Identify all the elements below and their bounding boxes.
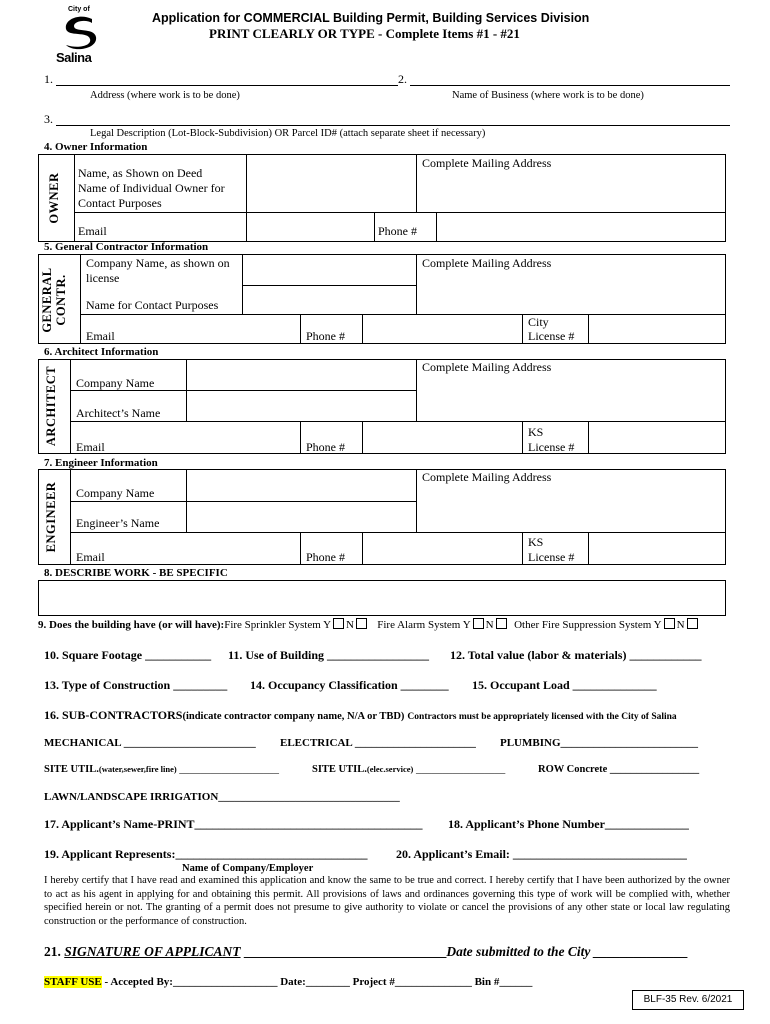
site-util-water-detail: (water,sewer,fire line) (98, 764, 177, 774)
architect-license-label-1: KS (528, 425, 544, 439)
form-revision-badge (632, 990, 744, 1010)
logo-city-of: City of (68, 6, 90, 13)
site-util-water-label: SITE UTIL. (44, 764, 99, 775)
gc-mailing-label: Complete Mailing Address (422, 256, 552, 270)
owner-mailing-field[interactable] (418, 172, 724, 210)
site-util-water-field[interactable] (44, 764, 279, 775)
owner-name-deed-label: Name, as Shown on Deed (78, 166, 203, 180)
item21-number: 21. (44, 944, 61, 959)
company-employer-caption: Name of Company/Employer (182, 863, 314, 874)
subcontractors-heading (44, 708, 677, 723)
gc-mailing-field[interactable] (418, 272, 724, 312)
occupant-load-field[interactable]: 15. Occupant Load ______________ (472, 678, 657, 692)
engineer-heading: 7. Engineer Information (44, 457, 158, 469)
city-logo (56, 6, 110, 64)
gc-heading: 5. General Contractor Information (44, 241, 209, 253)
gc-license-label-2: License # (528, 329, 575, 343)
signature-row[interactable] (44, 944, 688, 960)
owner-email-field[interactable] (248, 214, 372, 240)
subcontractors-note: Contractors must be appropriately licensed with the City of Salina (407, 712, 677, 722)
logo-salina: Salina (56, 50, 92, 65)
form-subtitle: PRINT CLEARLY OR TYPE - Complete Items #1 - #21 (209, 26, 520, 41)
fire-alarm-label: Fire Alarm System Y (377, 619, 471, 631)
gc-company-label: Company Name, as shown on license (86, 256, 230, 285)
gc-side-label-1: GENERAL (40, 267, 54, 333)
certification-text: I hereby certify that I have read and examined this application and know the same to be true and correct. I hereby certify that I have been authorized by the owner to act as his agent in applying for and obtaining this permit. All provisions of laws and ordinances governing this type of work will be complied with, whether specified herein or not. The granting of a permit does not presume to give authority to violate or cancel the provisions of any other state or local law regulating construction or the performance of construction. (44, 875, 730, 927)
fire-systems-row (38, 618, 700, 631)
staff-use-row (44, 976, 532, 988)
other-suppression-no-checkbox[interactable] (687, 618, 698, 629)
architect-email-label: Email (76, 440, 105, 454)
architect-name-label: Architect’s Name (76, 406, 161, 420)
fire-sprinkler-n-label: N (346, 619, 354, 631)
engineer-name-label: Engineer’s Name (76, 516, 160, 530)
date-submitted-label: Date submitted to the City ______________ (446, 944, 689, 959)
owner-phone-label: Phone # (378, 224, 417, 238)
describe-work-field[interactable] (38, 580, 726, 616)
business-caption: Name of Business (where work is to be done) (452, 90, 644, 101)
applicant-phone-field[interactable]: 18. Applicant’s Phone Number______________ (448, 817, 689, 831)
other-suppression-n-label: N (676, 619, 685, 631)
fire-sprinkler-yes-checkbox[interactable] (333, 618, 344, 629)
owner-name-contact-label: Name of Individual Owner for Contact Purposes (78, 181, 225, 210)
gc-phone-label: Phone # (306, 329, 345, 343)
construction-type-field[interactable]: 13. Type of Construction _________ (44, 678, 228, 692)
fire-alarm-yes-checkbox[interactable] (473, 618, 484, 629)
gc-license-label-1: City (528, 315, 549, 329)
fire-alarm-n-label: N (485, 619, 494, 631)
gc-license-field[interactable] (590, 316, 724, 342)
site-util-elec-blank: _________________ (413, 764, 506, 775)
gc-contact-field[interactable] (244, 287, 414, 313)
legal-description-field[interactable] (56, 112, 730, 126)
business-name-field[interactable] (410, 72, 730, 86)
engineer-license-field[interactable] (590, 534, 724, 563)
site-util-elec-detail: (elec.service) (366, 764, 414, 774)
owner-mailing-label: Complete Mailing Address (422, 156, 552, 170)
architect-license-label-2: License # (528, 440, 575, 454)
engineer-company-field[interactable] (188, 471, 414, 499)
electrical-field[interactable]: ELECTRICAL ______________________ (280, 737, 476, 749)
square-footage-field[interactable]: 10. Square Footage ___________ (44, 648, 212, 662)
staff-use-label: STAFF USE (44, 976, 102, 988)
owner-name-field[interactable] (248, 156, 414, 210)
describe-work-heading: 8. DESCRIBE WORK - BE SPECIFIC (44, 567, 228, 579)
use-of-building-field[interactable]: 11. Use of Building _________________ (228, 648, 430, 662)
signature-label: SIGNATURE OF APPLICANT (64, 944, 241, 959)
gc-phone-field[interactable] (364, 316, 520, 342)
gc-side-label-2: CONTR. (54, 274, 68, 326)
staff-use-fields: - Accepted By:___________________ Date:________ Project #______________ Bin #______ (101, 976, 533, 988)
item3-number: 3. (44, 112, 53, 126)
applicant-represents-field[interactable]: 19. Applicant Represents:________________________________ (44, 847, 368, 861)
item1-number: 1. (44, 72, 53, 86)
applicant-name-field[interactable]: 17. Applicant’s Name-PRINT______________________________________ (44, 817, 423, 831)
architect-heading: 6. Architect Information (44, 346, 159, 358)
mechanical-field[interactable]: MECHANICAL ________________________ (44, 737, 256, 749)
engineer-company-label: Company Name (76, 486, 155, 500)
engineer-license-label-2: License # (528, 550, 575, 564)
salina-swoosh-icon (58, 15, 102, 53)
engineer-name-field[interactable] (188, 503, 414, 531)
address-caption: Address (where work is to be done) (90, 90, 240, 101)
architect-company-label: Company Name (76, 376, 155, 390)
architect-name-field[interactable] (188, 392, 414, 420)
site-util-elec-field[interactable] (312, 764, 505, 775)
plumbing-field[interactable]: PLUMBING_________________________ (500, 737, 698, 749)
legal-caption: Legal Description (Lot-Block-Subdivision) OR Parcel ID# (attach separate sheet if necessary) (90, 128, 486, 139)
form-revision-text: BLF-35 Rev. 6/2021 (643, 994, 733, 1005)
architect-mailing-label: Complete Mailing Address (422, 360, 552, 374)
other-suppression-yes-checkbox[interactable] (664, 618, 675, 629)
architect-license-field[interactable] (590, 423, 724, 452)
form-title: Application for COMMERCIAL Building Permit, Building Services Division (152, 11, 590, 25)
fire-sprinkler-no-checkbox[interactable] (356, 618, 367, 629)
fire-systems-question: 9. Does the building have (or will have): (38, 619, 225, 631)
signature-line: ______________________________ (240, 944, 447, 959)
engineer-email-label: Email (76, 550, 105, 564)
engineer-mailing-label: Complete Mailing Address (422, 470, 552, 484)
site-util-elec-label: SITE UTIL. (312, 764, 367, 775)
occupancy-classification-field[interactable]: 14. Occupancy Classification ________ (250, 678, 449, 692)
fire-alarm-no-checkbox[interactable] (496, 618, 507, 629)
architect-side-label: ARCHITECT (44, 365, 58, 447)
engineer-email-field[interactable] (148, 534, 298, 563)
address-field[interactable] (56, 72, 398, 86)
engineer-mailing-field[interactable] (418, 486, 724, 530)
engineer-side-label: ENGINEER (44, 481, 58, 553)
engineer-phone-label: Phone # (306, 550, 345, 564)
gc-company-field[interactable] (244, 256, 414, 284)
item2-number: 2. (398, 72, 407, 86)
gc-email-label: Email (86, 329, 115, 343)
architect-phone-field[interactable] (364, 423, 520, 452)
applicant-email-field[interactable]: 20. Applicant’s Email: _____________________________ (396, 847, 687, 861)
engineer-license-label-1: KS (528, 535, 544, 549)
architect-phone-label: Phone # (306, 440, 345, 454)
owner-email-label: Email (78, 224, 107, 238)
architect-email-field[interactable] (148, 423, 298, 452)
site-util-water-blank: ___________________ (176, 764, 280, 775)
gc-contact-label: Name for Contact Purposes (86, 298, 219, 312)
architect-mailing-field[interactable] (418, 376, 724, 420)
lawn-irrigation-field[interactable]: LAWN/LANDSCAPE IRRIGATION_________________________________ (44, 791, 400, 803)
subcontractors-instruction: (indicate contractor company name, N/A or TBD) (182, 711, 405, 722)
other-suppression-label: Other Fire Suppression System Y (514, 619, 662, 631)
owner-side-label: OWNER (47, 172, 61, 224)
architect-company-field[interactable] (188, 361, 414, 389)
owner-heading: 4. Owner Information (44, 141, 148, 153)
fire-sprinkler-label: Fire Sprinkler System Y (224, 619, 332, 631)
subcontractors-title: 16. SUB-CONTRACTORS (44, 708, 183, 722)
gc-email-field[interactable] (148, 316, 298, 342)
engineer-phone-field[interactable] (364, 534, 520, 563)
total-value-field[interactable]: 12. Total value (labor & materials) ____________ (450, 648, 702, 662)
row-concrete-field[interactable]: ROW Concrete _________________ (538, 764, 700, 775)
owner-phone-field[interactable] (438, 214, 724, 240)
